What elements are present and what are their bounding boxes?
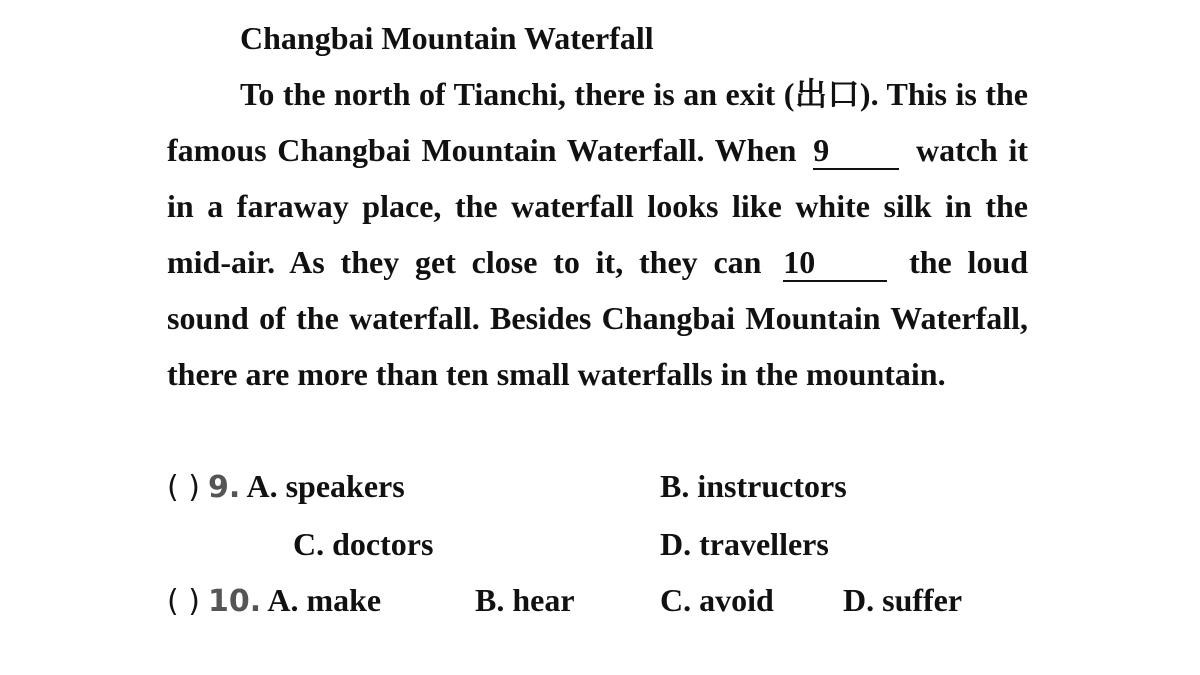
option-9a[interactable]: A. speakers (246, 468, 405, 504)
option-10d[interactable]: D. suffer (843, 582, 963, 618)
question-number-10: 10. (207, 584, 262, 619)
passage-sentence-2: watch it in a faraway place, the waterfall looks like white silk in the mid-air. As they get close to it, they can (167, 132, 1029, 280)
option-9c[interactable]: C. doctors (293, 526, 434, 562)
question-9-stem (167, 466, 405, 508)
question-number-9: 9. (207, 470, 241, 505)
option-10b[interactable]: B. hear (475, 582, 575, 618)
passage-text (167, 66, 1028, 402)
passage-sentence-3: the loud sound of the waterfall. Besides Changbai Mountain Waterfall, there are more than ten small waterfalls in the mountain. (167, 244, 1029, 392)
question-10-stem (167, 580, 381, 622)
option-9d[interactable]: D. travellers (660, 526, 829, 562)
passage-title: Changbai Mountain Waterfall (240, 20, 654, 56)
option-9b[interactable]: B. instructors (660, 468, 847, 504)
blank-9[interactable]: 9 (813, 132, 899, 170)
answer-paren-9[interactable]: ( ) (167, 470, 200, 505)
answer-paren-10[interactable]: ( ) (167, 584, 200, 619)
option-10c[interactable]: C. avoid (660, 582, 774, 618)
option-10a[interactable]: A. make (267, 582, 382, 618)
blank-10[interactable]: 10 (783, 244, 887, 282)
passage-sentence-1: To the north of Tianchi, there is an exit (出口). This is the famous Changbai Mountain Waterfall. When (167, 76, 1028, 168)
